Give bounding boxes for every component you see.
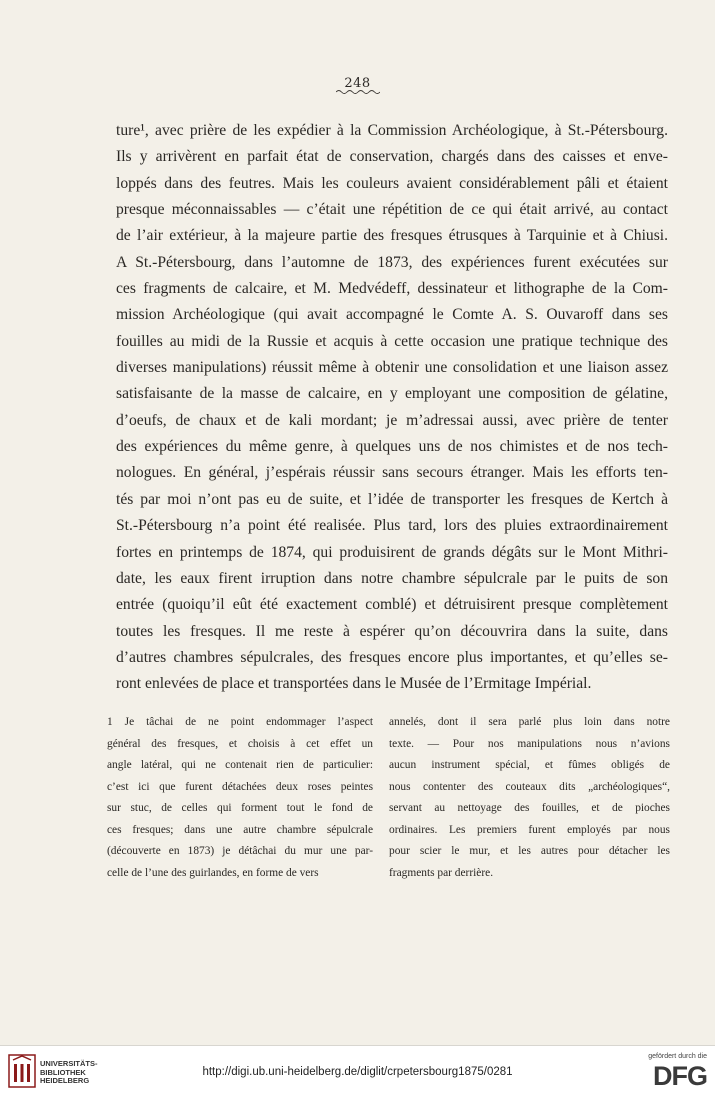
text-line: presque méconnaissables — c’était une répétition de ce qui était arrivé, au contact: [116, 201, 668, 219]
text-line: d’autres chambres sépulcrales, des fresques encore plus importantes, et qu’elles se-: [116, 648, 668, 666]
footnote-line: c’est ici que furent détachées deux roses peintes: [107, 780, 373, 793]
text-line: date, les eaux firent irruption dans notre chambre sépulcrale par le puits de son: [116, 569, 668, 587]
permalink-url[interactable]: http://digi.ub.uni-heidelberg.de/diglit/crpetersbourg1875/0281: [202, 1066, 513, 1078]
text-line: loppés dans des feutres. Mais les couleurs avaient considérablement pâli et étaient: [116, 174, 668, 192]
dfg-wordmark: DFG: [653, 1061, 707, 1091]
footnote-line: pour scier le mur, et les autres pour détacher les: [389, 845, 670, 857]
text-line: entrée (quoiqu’il eût été exactement comblé) et détruisirent presque complètement: [116, 596, 668, 614]
footnote-line: nous contenter des couteaux dits „archéologiques“,: [389, 780, 670, 793]
text-line: nologues. En général, j’espérais réussir sans secours étranger. Mais les efforts ten-: [116, 464, 668, 482]
text-line: Ils y arrivèrent en parfait état de conservation, chargés dans des caisses et enve-: [116, 148, 668, 166]
text-line: fouilles au midi de la Russie et acquis à cette occasion une pratique technique des: [116, 332, 668, 350]
text-line: ces fragments de calcaire, et M. Medvédeff, dessinateur et lithographe de la Com-: [116, 280, 668, 298]
footnote-line: texte. — Pour nos manipulations nous n’avions: [389, 737, 670, 750]
text-line: St.-Pétersbourg n’a point été realisée. Plus tard, lors des pluies extraordinairement: [116, 517, 668, 535]
footnote-line: servant au nettoyage des fouilles, et de pioches: [389, 802, 670, 814]
footnote-line: angle latéral, qui ne contenait rien de particulier:: [107, 759, 373, 771]
page-number-text: 248: [344, 76, 371, 91]
text-line: satisfaisante de la masse de calcaire, en y employant une composition de gélatine,: [116, 385, 668, 403]
viewer-footer: [0, 1045, 715, 1100]
footnote-column-right: [389, 712, 670, 884]
text-line: diverses manipulations) réussit même à obtenir une consolidation et une liaison assez: [116, 359, 668, 377]
text-line: tés par moi n’ont pas eu de suite, et l’idée de transporter les fresques de Kertch à: [116, 490, 668, 508]
library-line: HEIDELBERG: [40, 1076, 90, 1085]
text-line: fortes en printemps de 1874, qui produisirent de grands dégâts sur le Mont Mithri-: [116, 543, 668, 561]
footnote-line: général des fresques, et choisis à cet effet un: [107, 737, 373, 750]
footnote-line: ces fresques; dans une autre chambre sépulcrale: [107, 823, 373, 836]
footnote-column-left: [107, 712, 373, 884]
text-line: toutes les fresques. Il me reste à espérer qu’on découvrira dans la suite, dans: [116, 622, 668, 640]
text-line: ront enlevées de place et transportées dans le Musée de l’Ermitage Impérial.: [116, 675, 592, 693]
page-number: [0, 76, 715, 95]
footnote-line: annelés, dont il sera parlé plus loin dans notre: [389, 716, 670, 728]
footnote-line: sur stuc, de celles qui forment tout le fond de: [107, 802, 373, 814]
footnote-line: ordinaires. Les premiers furent employés par nous: [389, 823, 670, 836]
funded-by-text: gefördert durch die: [648, 1053, 707, 1060]
footnote-line: fragments par derrière.: [389, 866, 494, 879]
text-line: des expériences du même genre, à quelques uns de nos chimistes et de nos tech-: [116, 438, 668, 456]
footnote-line: celle de l’une des guirlandes, en forme de vers: [107, 866, 319, 879]
text-line: ture¹, avec prière de les expédier à la Commission Archéologique, à St.-Pétersbourg.: [116, 122, 668, 139]
library-line: UNIVERSITÄTS-: [40, 1059, 98, 1068]
library-line: BIBLIOTHEK: [40, 1067, 86, 1077]
text-line: de l’air extérieur, à la majeure partie des fresques étrusques à Tarquinie et à Chiusi.: [116, 227, 668, 245]
footnote-line: 1 Je tâchai de ne point endommager l’aspect: [107, 716, 373, 728]
footnote-line: aucun instrument spécial, et fûmes obligés de: [389, 759, 670, 771]
text-line: mission Archéologique (qui avait accompagné le Comte A. S. Ouvaroff dans ses: [116, 306, 668, 324]
dfg-logo[interactable]: [635, 1052, 707, 1096]
text-line: A St.-Pétersbourg, dans l’automne de 1873, des expériences furent exécutées sur: [116, 253, 668, 271]
main-text: [116, 118, 668, 698]
footnote-line: (découverte en 1873) je détâchai du mur une par-: [107, 845, 373, 857]
text-line: d’oeufs, de chaux et de kali mordant; je m’adressai aussi, avec prière de tenter: [116, 411, 668, 429]
